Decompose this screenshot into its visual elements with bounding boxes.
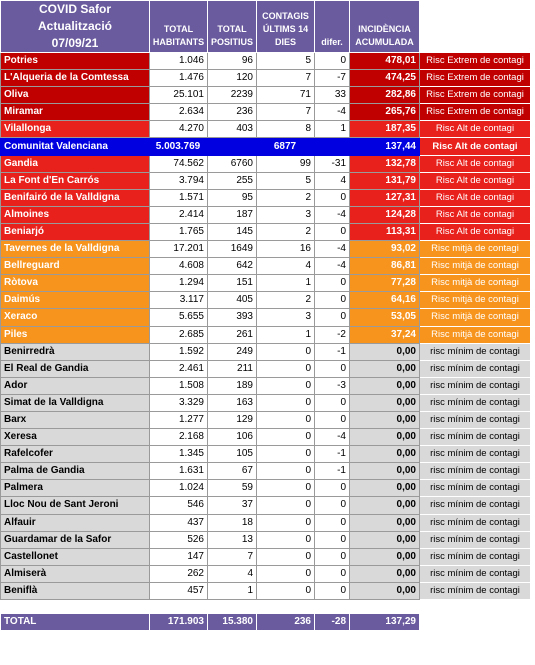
risk-label: Risc Alt de contagi xyxy=(420,121,531,138)
risk-label: Risc Alt de contagi xyxy=(420,206,531,223)
table-row xyxy=(1,241,531,258)
positius-cell: 393 xyxy=(208,309,257,326)
positius-cell: 261 xyxy=(208,326,257,343)
positius-cell: 163 xyxy=(208,394,257,411)
habitants-cell: 4.608 xyxy=(150,258,208,275)
municipality-name: Castellonet xyxy=(1,548,150,565)
table-row xyxy=(1,480,531,497)
municipality-name: Daimús xyxy=(1,292,150,309)
incidencia-cell: 478,01 xyxy=(350,53,420,70)
difer-cell: -31 xyxy=(315,155,350,172)
incidencia-cell: 0,00 xyxy=(350,582,420,599)
risk-label: Risc mitjà de contagi xyxy=(420,309,531,326)
habitants-cell: 1.508 xyxy=(150,377,208,394)
incidencia-cell: 64,16 xyxy=(350,292,420,309)
contagis-cell: 0 xyxy=(257,514,315,531)
municipality-name: Palmera xyxy=(1,480,150,497)
difer-cell: -3 xyxy=(315,377,350,394)
positius-cell: 211 xyxy=(208,360,257,377)
contagis-cell: 1 xyxy=(257,326,315,343)
municipality-name: La Font d'En Carrós xyxy=(1,172,150,189)
difer-cell: 0 xyxy=(315,514,350,531)
incidencia-cell: 0,00 xyxy=(350,394,420,411)
incidencia-cell: 0,00 xyxy=(350,480,420,497)
incidencia-cell: 53,05 xyxy=(350,309,420,326)
risk-label: Risc Extrem de contagi xyxy=(420,87,531,104)
municipality-name: Almoines xyxy=(1,206,150,223)
positius-cell: 59 xyxy=(208,480,257,497)
positius-cell: 129 xyxy=(208,411,257,428)
difer-cell: -4 xyxy=(315,206,350,223)
table-row xyxy=(1,172,531,189)
header-spacer xyxy=(420,1,531,53)
incidencia-cell: 131,79 xyxy=(350,172,420,189)
risk-label: Risc Alt de contagi xyxy=(420,223,531,240)
municipality-name: Bellreguard xyxy=(1,258,150,275)
contagis-cell: 2 xyxy=(257,223,315,240)
contagis-cell: 0 xyxy=(257,463,315,480)
difer-cell: -4 xyxy=(315,104,350,121)
municipality-name: Miramar xyxy=(1,104,150,121)
risk-label: Risc mitjà de contagi xyxy=(420,275,531,292)
incidencia-cell: 0,00 xyxy=(350,531,420,548)
contagis-cell: 0 xyxy=(257,582,315,599)
contagis-cell: 2 xyxy=(257,292,315,309)
municipality-name: Ròtova xyxy=(1,275,150,292)
difer-cell: -4 xyxy=(315,429,350,446)
table-row xyxy=(1,326,531,343)
municipality-name: Xeresa xyxy=(1,429,150,446)
incidencia-cell: 0,00 xyxy=(350,360,420,377)
habitants-cell: 457 xyxy=(150,582,208,599)
table-row xyxy=(1,548,531,565)
risk-label: risc mínim de contagi xyxy=(420,514,531,531)
risk-label: Risc Alt de contagi xyxy=(420,138,531,155)
contagis-cell: 99 xyxy=(257,155,315,172)
table-row xyxy=(1,206,531,223)
table-row xyxy=(1,292,531,309)
risk-label: risc mínim de contagi xyxy=(420,531,531,548)
contagis-cell: 0 xyxy=(257,360,315,377)
table-row xyxy=(1,275,531,292)
difer-cell: 4 xyxy=(315,172,350,189)
col-header-contagis: CONTAGIS ÚLTIMS 14 DIES xyxy=(257,1,315,53)
positius-cell: 4 xyxy=(208,565,257,582)
incidencia-cell: 282,86 xyxy=(350,87,420,104)
positius-cell: 106 xyxy=(208,429,257,446)
table-row xyxy=(1,565,531,582)
total-positius: 15.380 xyxy=(208,614,257,631)
incidencia-cell: 113,31 xyxy=(350,223,420,240)
municipality-name: Simat de la Valldigna xyxy=(1,394,150,411)
contagis-cell: 0 xyxy=(257,531,315,548)
habitants-cell: 3.329 xyxy=(150,394,208,411)
table-row xyxy=(1,446,531,463)
positius-cell: 236 xyxy=(208,104,257,121)
municipality-name: Barx xyxy=(1,411,150,428)
municipality-name: Gandia xyxy=(1,155,150,172)
difer-cell: 0 xyxy=(315,531,350,548)
risk-label: risc mínim de contagi xyxy=(420,480,531,497)
table-row xyxy=(1,104,531,121)
positius-cell: 120 xyxy=(208,70,257,87)
habitants-cell: 1.024 xyxy=(150,480,208,497)
total-contagis: 236 xyxy=(257,614,315,631)
incidencia-cell: 0,00 xyxy=(350,411,420,428)
table-row xyxy=(1,377,531,394)
difer-cell: 33 xyxy=(315,87,350,104)
habitants-cell: 17.201 xyxy=(150,241,208,258)
habitants-cell: 526 xyxy=(150,531,208,548)
contagis-cell: 0 xyxy=(257,548,315,565)
positius-cell: 255 xyxy=(208,172,257,189)
municipality-name: Potries xyxy=(1,53,150,70)
table-row xyxy=(1,411,531,428)
municipality-name: Benirredrà xyxy=(1,343,150,360)
difer-cell: -1 xyxy=(315,343,350,360)
positius-cell: 18 xyxy=(208,514,257,531)
total-incidencia: 137,29 xyxy=(350,614,420,631)
incidencia-cell: 265,76 xyxy=(350,104,420,121)
positius-cell: 13 xyxy=(208,531,257,548)
risk-label: Risc mitjà de contagi xyxy=(420,258,531,275)
incidencia-cell: 0,00 xyxy=(350,514,420,531)
incidencia-cell: 77,28 xyxy=(350,275,420,292)
difer-cell: 0 xyxy=(315,360,350,377)
table-row xyxy=(1,394,531,411)
municipality-name: Benifairó de la Valldigna xyxy=(1,189,150,206)
table-row xyxy=(1,189,531,206)
risk-label: Risc Extrem de contagi xyxy=(420,53,531,70)
incidencia-cell: 187,35 xyxy=(350,121,420,138)
municipality-name: El Real de Gandia xyxy=(1,360,150,377)
habitants-cell: 25.101 xyxy=(150,87,208,104)
habitants-cell: 3.117 xyxy=(150,292,208,309)
risk-label: risc mínim de contagi xyxy=(420,394,531,411)
difer-cell: -1 xyxy=(315,463,350,480)
municipality-name: Palma de Gandia xyxy=(1,463,150,480)
incidencia-cell: 124,28 xyxy=(350,206,420,223)
col-header-difer: difer. xyxy=(315,1,350,53)
total-row xyxy=(1,614,420,631)
contagis-cell: 0 xyxy=(257,429,315,446)
risk-label: risc mínim de contagi xyxy=(420,446,531,463)
incidencia-cell: 0,00 xyxy=(350,548,420,565)
habitants-cell: 5.003.769 xyxy=(150,138,208,155)
table-row xyxy=(1,531,531,548)
incidencia-cell: 0,00 xyxy=(350,565,420,582)
contagis-cell: 0 xyxy=(257,411,315,428)
habitants-cell: 2.414 xyxy=(150,206,208,223)
risk-label: risc mínim de contagi xyxy=(420,429,531,446)
total-habitants: 171.903 xyxy=(150,614,208,631)
table-row xyxy=(1,343,531,360)
municipality-name: Ador xyxy=(1,377,150,394)
contagis-cell: 5 xyxy=(257,172,315,189)
contagis-cell: 0 xyxy=(257,497,315,514)
difer-cell: 0 xyxy=(315,582,350,599)
positius-cell: 1 xyxy=(208,582,257,599)
habitants-cell: 1.571 xyxy=(150,189,208,206)
contagis-cell: 0 xyxy=(257,480,315,497)
risk-label: risc mínim de contagi xyxy=(420,565,531,582)
difer-cell: 1 xyxy=(315,121,350,138)
risk-label: Risc Alt de contagi xyxy=(420,172,531,189)
difer-cell xyxy=(315,138,350,155)
habitants-cell: 546 xyxy=(150,497,208,514)
habitants-cell: 1.631 xyxy=(150,463,208,480)
difer-cell: 0 xyxy=(315,480,350,497)
risk-label: risc mínim de contagi xyxy=(420,360,531,377)
table-row xyxy=(1,429,531,446)
difer-cell: 0 xyxy=(315,189,350,206)
municipality-name: Vilallonga xyxy=(1,121,150,138)
contagis-cell: 8 xyxy=(257,121,315,138)
table-row xyxy=(1,121,531,138)
table-title xyxy=(1,1,150,53)
table-row xyxy=(1,87,531,104)
positius-cell xyxy=(208,138,257,155)
risk-label: risc mínim de contagi xyxy=(420,548,531,565)
risk-label: risc mínim de contagi xyxy=(420,582,531,599)
contagis-cell: 0 xyxy=(257,343,315,360)
difer-cell: -4 xyxy=(315,258,350,275)
incidencia-cell: 474,25 xyxy=(350,70,420,87)
risk-label: risc mínim de contagi xyxy=(420,497,531,514)
habitants-cell: 1.765 xyxy=(150,223,208,240)
municipality-name: Almiserà xyxy=(1,565,150,582)
positius-cell: 7 xyxy=(208,548,257,565)
incidencia-cell: 93,02 xyxy=(350,241,420,258)
positius-cell: 1649 xyxy=(208,241,257,258)
contagis-cell: 5 xyxy=(257,53,315,70)
difer-cell: -1 xyxy=(315,446,350,463)
difer-cell: 0 xyxy=(315,309,350,326)
municipality-name: L'Alqueria de la Comtessa xyxy=(1,70,150,87)
municipality-name: Alfauir xyxy=(1,514,150,531)
incidencia-cell: 0,00 xyxy=(350,497,420,514)
positius-cell: 37 xyxy=(208,497,257,514)
contagis-cell: 0 xyxy=(257,565,315,582)
contagis-cell: 7 xyxy=(257,70,315,87)
table-row xyxy=(1,360,531,377)
risk-label: risc mínim de contagi xyxy=(420,343,531,360)
habitants-cell: 2.685 xyxy=(150,326,208,343)
table-row xyxy=(1,582,531,599)
risk-label: Risc Extrem de contagi xyxy=(420,70,531,87)
habitants-cell: 4.270 xyxy=(150,121,208,138)
incidencia-cell: 127,31 xyxy=(350,189,420,206)
contagis-cell: 0 xyxy=(257,377,315,394)
incidencia-cell: 86,81 xyxy=(350,258,420,275)
positius-cell: 105 xyxy=(208,446,257,463)
contagis-cell: 6877 xyxy=(257,138,315,155)
positius-cell: 145 xyxy=(208,223,257,240)
incidencia-cell: 137,44 xyxy=(350,138,420,155)
municipality-name: Tavernes de la Valldigna xyxy=(1,241,150,258)
contagis-cell: 7 xyxy=(257,104,315,121)
positius-cell: 6760 xyxy=(208,155,257,172)
habitants-cell: 147 xyxy=(150,548,208,565)
table-row xyxy=(1,463,531,480)
table-row xyxy=(1,497,531,514)
incidencia-cell: 0,00 xyxy=(350,343,420,360)
table-row xyxy=(1,138,531,155)
habitants-cell: 74.562 xyxy=(150,155,208,172)
difer-cell: -7 xyxy=(315,70,350,87)
difer-cell: 0 xyxy=(315,394,350,411)
contagis-cell: 0 xyxy=(257,394,315,411)
habitants-cell: 1.294 xyxy=(150,275,208,292)
municipality-name: Xeraco xyxy=(1,309,150,326)
positius-cell: 403 xyxy=(208,121,257,138)
contagis-cell: 0 xyxy=(257,446,315,463)
table-row xyxy=(1,223,531,240)
difer-cell: 0 xyxy=(315,292,350,309)
risk-label: risc mínim de contagi xyxy=(420,411,531,428)
difer-cell: -4 xyxy=(315,241,350,258)
positius-cell: 95 xyxy=(208,189,257,206)
risk-label: Risc Alt de contagi xyxy=(420,189,531,206)
difer-cell: 0 xyxy=(315,411,350,428)
table-row xyxy=(1,309,531,326)
title-line-2: Actualització xyxy=(37,19,112,33)
total-table xyxy=(0,613,420,631)
total-label: TOTAL xyxy=(1,614,150,631)
table-row xyxy=(1,53,531,70)
risk-label: Risc Extrem de contagi xyxy=(420,104,531,121)
positius-cell: 249 xyxy=(208,343,257,360)
habitants-cell: 2.634 xyxy=(150,104,208,121)
difer-cell: 0 xyxy=(315,223,350,240)
habitants-cell: 5.655 xyxy=(150,309,208,326)
habitants-cell: 1.277 xyxy=(150,411,208,428)
municipality-name: Beniarjó xyxy=(1,223,150,240)
table-row xyxy=(1,155,531,172)
difer-cell: 0 xyxy=(315,275,350,292)
positius-cell: 187 xyxy=(208,206,257,223)
municipality-name: Comunitat Valenciana xyxy=(1,138,150,155)
habitants-cell: 1.046 xyxy=(150,53,208,70)
municipality-name: Piles xyxy=(1,326,150,343)
municipality-name: Lloc Nou de Sant Jeroni xyxy=(1,497,150,514)
difer-cell: 0 xyxy=(315,548,350,565)
title-line-1: COVID Safor xyxy=(38,2,111,16)
difer-cell: 0 xyxy=(315,497,350,514)
contagis-cell: 71 xyxy=(257,87,315,104)
habitants-cell: 2.461 xyxy=(150,360,208,377)
difer-cell: 0 xyxy=(315,53,350,70)
habitants-cell: 1.476 xyxy=(150,70,208,87)
habitants-cell: 437 xyxy=(150,514,208,531)
positius-cell: 642 xyxy=(208,258,257,275)
municipality-name: Rafelcofer xyxy=(1,446,150,463)
col-header-incidencia: INCIDÈNCIA ACUMULADA xyxy=(350,1,420,53)
habitants-cell: 1.592 xyxy=(150,343,208,360)
positius-cell: 405 xyxy=(208,292,257,309)
difer-cell: -2 xyxy=(315,326,350,343)
positius-cell: 189 xyxy=(208,377,257,394)
contagis-cell: 4 xyxy=(257,258,315,275)
title-line-3: 07/09/21 xyxy=(51,36,99,50)
contagis-cell: 16 xyxy=(257,241,315,258)
col-header-habitants: TOTAL HABITANTS xyxy=(150,1,208,53)
incidencia-cell: 0,00 xyxy=(350,429,420,446)
incidencia-cell: 0,00 xyxy=(350,377,420,394)
incidencia-cell: 37,24 xyxy=(350,326,420,343)
contagis-cell: 3 xyxy=(257,309,315,326)
table-row xyxy=(1,70,531,87)
incidencia-cell: 0,00 xyxy=(350,463,420,480)
table-body xyxy=(1,1,531,600)
col-header-positius: TOTAL POSITIUS xyxy=(208,1,257,53)
positius-cell: 2239 xyxy=(208,87,257,104)
municipality-name: Guardamar de la Safor xyxy=(1,531,150,548)
positius-cell: 151 xyxy=(208,275,257,292)
table-row xyxy=(1,258,531,275)
risk-label: Risc Alt de contagi xyxy=(420,155,531,172)
contagis-cell: 2 xyxy=(257,189,315,206)
municipality-name: Beniflà xyxy=(1,582,150,599)
incidencia-cell: 0,00 xyxy=(350,446,420,463)
habitants-cell: 262 xyxy=(150,565,208,582)
risk-label: Risc mitjà de contagi xyxy=(420,241,531,258)
positius-cell: 96 xyxy=(208,53,257,70)
difer-cell: 0 xyxy=(315,565,350,582)
habitants-cell: 1.345 xyxy=(150,446,208,463)
contagis-cell: 3 xyxy=(257,206,315,223)
positius-cell: 67 xyxy=(208,463,257,480)
risk-label: Risc mitjà de contagi xyxy=(420,326,531,343)
habitants-cell: 3.794 xyxy=(150,172,208,189)
municipality-name: Oliva xyxy=(1,87,150,104)
risk-label: Risc mitjà de contagi xyxy=(420,292,531,309)
table-row xyxy=(1,514,531,531)
incidencia-cell: 132,78 xyxy=(350,155,420,172)
risk-label: risc mínim de contagi xyxy=(420,377,531,394)
total-difer: -28 xyxy=(315,614,350,631)
risk-label: risc mínim de contagi xyxy=(420,463,531,480)
habitants-cell: 2.168 xyxy=(150,429,208,446)
contagis-cell: 1 xyxy=(257,275,315,292)
